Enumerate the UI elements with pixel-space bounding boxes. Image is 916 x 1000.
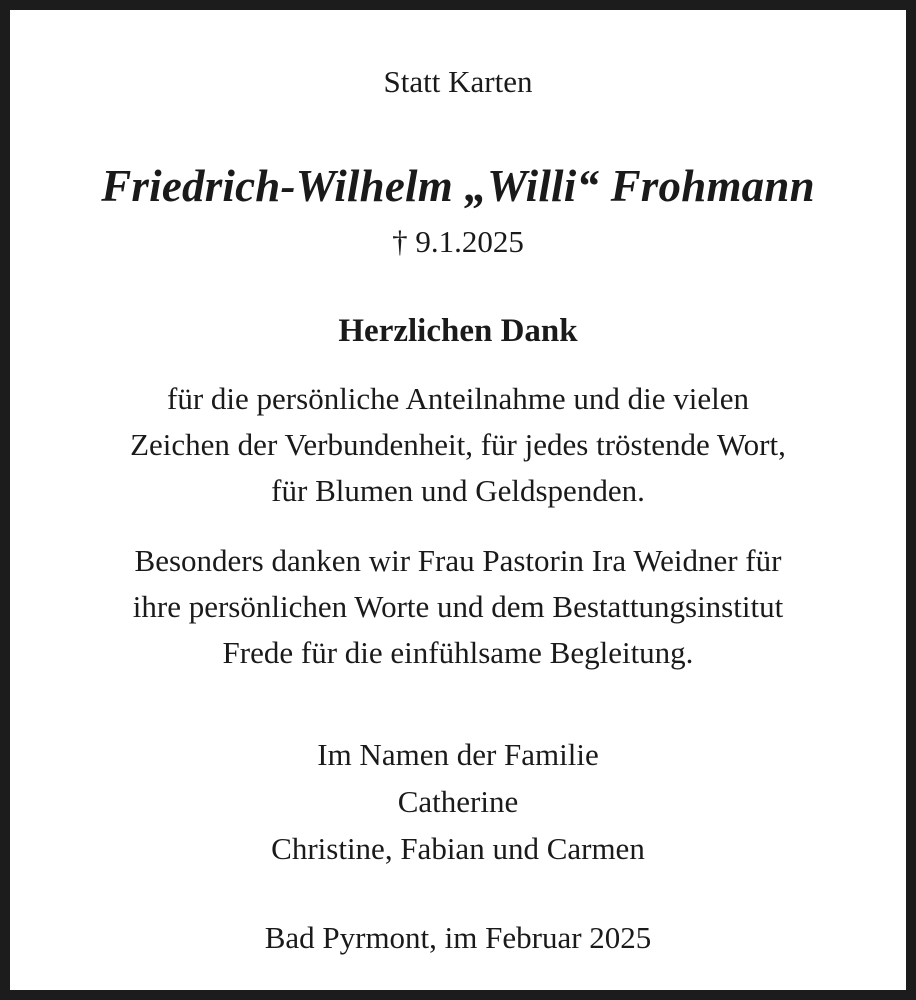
place-and-date: Bad Pyrmont, im Februar 2025 xyxy=(264,920,652,955)
signature-line: Christine, Fabian und Carmen xyxy=(271,831,645,866)
paragraph-line: ihre persönlichen Worte und dem Bestattungsinstitut xyxy=(132,589,784,624)
deceased-name: Friedrich-Wilhelm „Willi“ Frohmann xyxy=(101,161,815,211)
paragraph-line: für Blumen und Geldspenden. xyxy=(271,473,645,508)
paragraph-line: Frede für die einfühlsame Begleitung. xyxy=(222,635,694,670)
signature-line: Catherine xyxy=(397,784,519,819)
paragraph-line: für die persönliche Anteilnahme und die vielen xyxy=(167,381,749,416)
paragraph-line: Zeichen der Verbundenheit, für jedes tröstende Wort, xyxy=(130,427,786,462)
header-text: Statt Karten xyxy=(383,64,533,99)
family-signature xyxy=(10,731,906,872)
signature-line: Im Namen der Familie xyxy=(317,737,599,772)
special-thanks-paragraph xyxy=(10,538,906,676)
paragraph-line: Besonders danken wir Frau Pastorin Ira Weidner für xyxy=(134,543,782,578)
thanks-heading: Herzlichen Dank xyxy=(338,313,578,349)
death-date: † 9.1.2025 xyxy=(392,224,524,259)
thanks-paragraph xyxy=(10,376,906,514)
